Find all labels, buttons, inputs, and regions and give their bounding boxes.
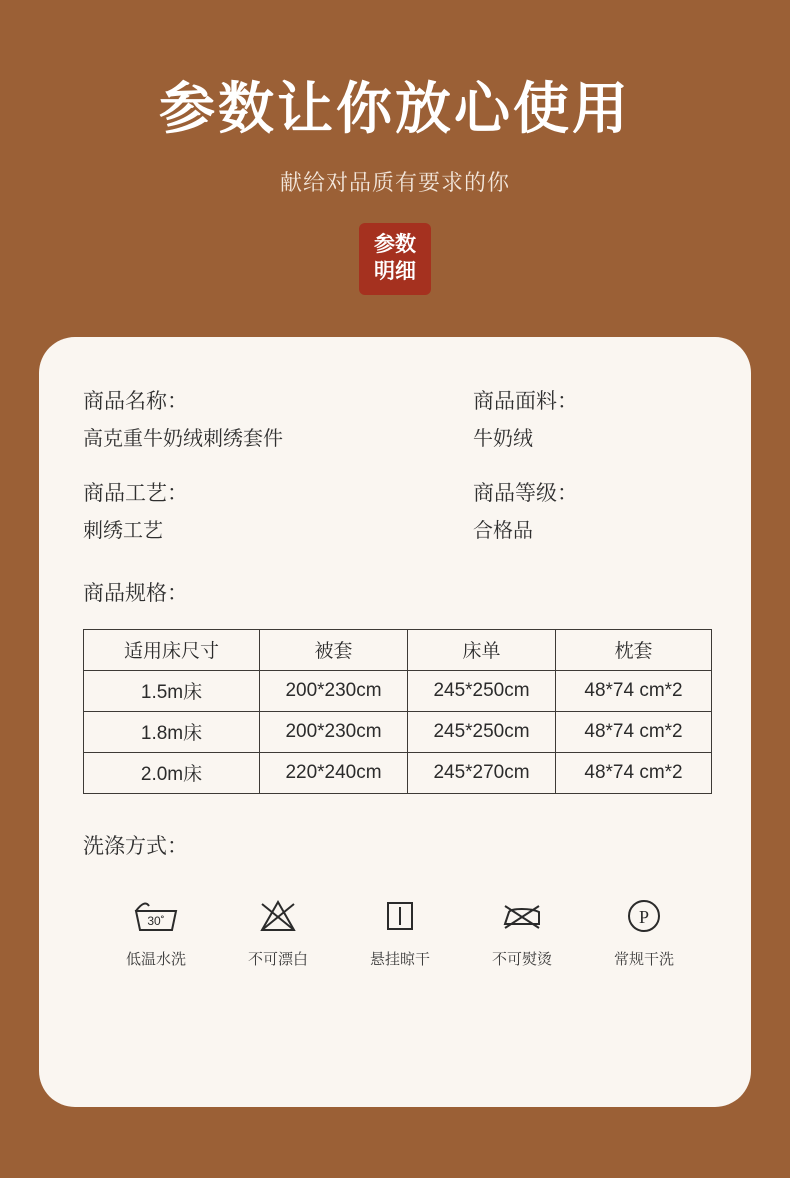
wash-item-label: 不可熨烫 [491, 950, 552, 968]
page-title: 参数让你放心使用 [159, 77, 631, 140]
table-header-cell: 被套 [260, 629, 408, 670]
table-row [84, 752, 712, 793]
table-cell: 245*250cm [408, 711, 556, 752]
table-header-row [84, 629, 712, 670]
info-grid [83, 391, 707, 575]
wash-icon-row [83, 894, 707, 969]
craft-label: 商品工艺： [83, 481, 188, 505]
wash-item-line-dry [357, 894, 443, 969]
page-subtitle: 献给对品质有要求的你 [279, 169, 510, 195]
table-cell: 245*250cm [408, 670, 556, 711]
fabric-label: 商品面料： [473, 389, 578, 413]
wash-item-dry-clean [601, 894, 687, 969]
wash-item-no-iron [479, 894, 565, 969]
product-name-value: 高克重牛奶绒刺绣套件 [83, 427, 283, 450]
no-iron-icon [499, 894, 545, 938]
wash-item-label: 低温水洗 [125, 950, 186, 968]
table-header-cell: 枕套 [556, 629, 712, 670]
product-name-label: 商品名称： [83, 389, 188, 413]
table-cell: 1.5m床 [84, 670, 260, 711]
wash-item-label: 不可漂白 [247, 950, 308, 968]
badge-line-1: 参数 [374, 233, 416, 257]
table-header-cell: 适用床尺寸 [84, 629, 260, 670]
info-fabric [473, 391, 707, 449]
table-cell: 1.8m床 [84, 711, 260, 752]
svg-text:P: P [638, 906, 650, 927]
svg-text:30˚: 30˚ [147, 913, 165, 928]
grade-label: 商品等级： [473, 481, 578, 505]
table-cell: 245*270cm [408, 752, 556, 793]
table-row [84, 670, 712, 711]
spec-card [39, 337, 751, 1107]
spec-section-label: 商品规格： [83, 581, 188, 605]
table-cell: 200*230cm [260, 711, 408, 752]
fabric-value: 牛奶绒 [473, 427, 533, 450]
table-header-cell: 床单 [408, 629, 556, 670]
table-cell: 48*74 cm*2 [556, 670, 712, 711]
table-cell: 220*240cm [260, 752, 408, 793]
table-cell: 200*230cm [260, 670, 408, 711]
table-row [84, 711, 712, 752]
wash-item-no-bleach [235, 894, 321, 969]
wash-item-low-temp [113, 894, 199, 969]
grade-value: 合格品 [473, 519, 533, 542]
craft-value: 刺绣工艺 [83, 519, 163, 542]
wash-section-label: 洗涤方式： [83, 834, 188, 858]
wash-item-label: 常规干洗 [613, 950, 674, 968]
dry-clean-p-icon [625, 894, 663, 938]
table-cell: 48*74 cm*2 [556, 752, 712, 793]
badge-line-2: 明细 [374, 259, 416, 283]
wash-tub-30-icon [133, 894, 179, 938]
info-product-name [83, 391, 473, 449]
table-cell: 2.0m床 [84, 752, 260, 793]
info-craft [83, 483, 473, 541]
line-dry-icon [382, 894, 418, 938]
info-grade [473, 483, 707, 541]
wash-item-label: 悬挂晾干 [369, 950, 430, 968]
no-bleach-icon [257, 894, 299, 938]
spec-table [83, 629, 712, 794]
table-cell: 48*74 cm*2 [556, 711, 712, 752]
spec-detail-badge [359, 223, 431, 295]
